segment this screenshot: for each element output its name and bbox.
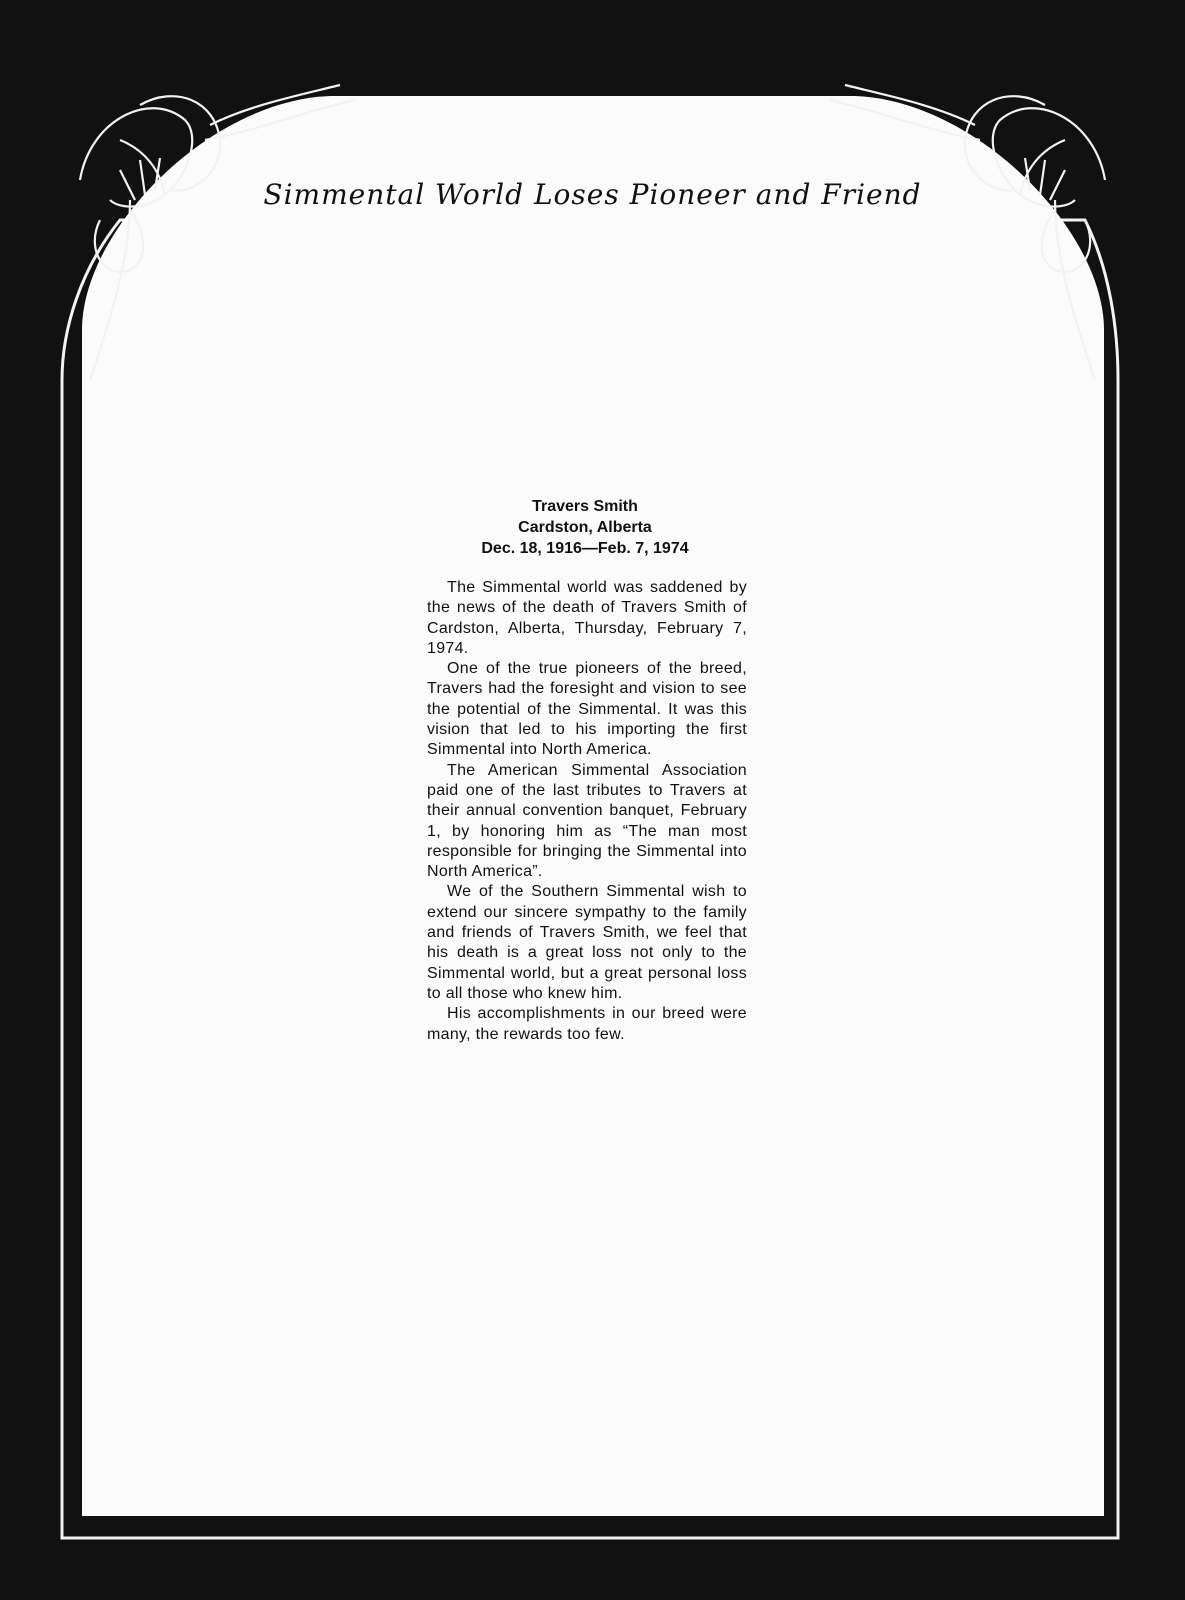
- obituary-paragraph: The American Simmental Association paid one of the last tributes to Travers at their annual convention banquet, February 1, by honoring him as “The man most responsible for bringing the Simmental into North America”.: [427, 761, 747, 881]
- obituary-paragraph: We of the Southern Simmental wish to extend our sincere sympathy to the family and friends of Travers Smith, we feel that his death is a great loss not only to the Simmental world, but a great personal loss to all those who knew him.: [427, 883, 747, 1002]
- obituary-paragraph: The Simmental world was saddened by the news of the death of Travers Smith of Cardston, Alberta, Thursday, February 7, 1974.: [427, 579, 747, 657]
- obituary-header: [420, 496, 750, 559]
- obituary-body: [427, 578, 747, 1045]
- page-title: Simmental World Loses Pioneer and Friend: [263, 178, 922, 211]
- obituary-dates: Dec. 18, 1916—Feb. 7, 1974: [481, 540, 689, 557]
- obituary-name: Travers Smith: [532, 498, 638, 515]
- obituary-paragraph: One of the true pioneers of the breed, Travers had the foresight and vision to see the potential of the Simmental. It was this vision that led to his importing the first Simmental into North America.: [427, 660, 747, 759]
- obituary-paragraph: His accomplishments in our breed were many, the rewards too few.: [427, 1005, 747, 1043]
- obituary-location: Cardston, Alberta: [518, 519, 652, 536]
